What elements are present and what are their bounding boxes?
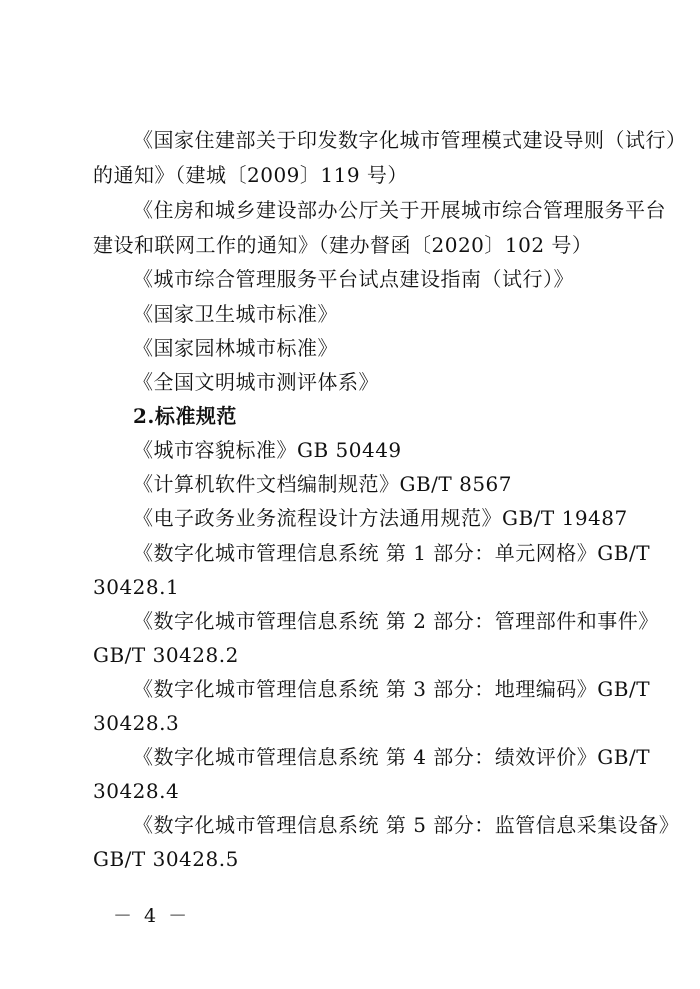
standard-line-4: 《数字化城市管理信息系统 第 1 部分：单元网格》GB/T: [133, 541, 651, 565]
standard-line-5-continued: GB/T 30428.2: [93, 643, 239, 667]
reference-line-4: 《国家卫生城市标准》: [133, 302, 338, 326]
standard-line-6: 《数字化城市管理信息系统 第 3 部分：地理编码》GB/T: [133, 677, 651, 701]
page-number: － 4 －: [113, 905, 191, 927]
reference-line-3: 《城市综合管理服务平台试点建设指南（试行）》: [133, 267, 574, 291]
reference-line-5: 《国家园林城市标准》: [133, 336, 338, 360]
reference-line-2: 《住房和城乡建设部办公厅关于开展城市综合管理服务平台: [133, 198, 666, 222]
reference-line-1: 《国家住建部关于印发数字化城市管理模式建设导则（试行）: [133, 128, 687, 152]
standard-line-1: 《城市容貌标准》GB 50449: [133, 438, 402, 462]
standard-line-8: 《数字化城市管理信息系统 第 5 部分：监管信息采集设备》: [133, 813, 680, 837]
section-heading: 2.标准规范: [133, 404, 237, 428]
standard-line-3: 《电子政务业务流程设计方法通用规范》GB/T 19487: [133, 506, 628, 530]
standard-line-5: 《数字化城市管理信息系统 第 2 部分：管理部件和事件》: [133, 609, 659, 633]
reference-line-6: 《全国文明城市测评体系》: [133, 370, 379, 394]
standard-line-2: 《计算机软件文档编制规范》GB/T 8567: [133, 472, 513, 496]
reference-line-2-continued: 建设和联网工作的通知》（建办督函〔2020〕102 号）: [93, 233, 593, 257]
standard-line-7: 《数字化城市管理信息系统 第 4 部分：绩效评价》GB/T: [133, 745, 651, 769]
standard-line-7-continued: 30428.4: [93, 779, 180, 803]
standard-line-4-continued: 30428.1: [93, 575, 180, 599]
reference-line-1-continued: 的通知》（建城〔2009〕119 号）: [93, 163, 408, 187]
standard-line-6-continued: 30428.3: [93, 711, 180, 735]
standard-line-8-continued: GB/T 30428.5: [93, 847, 239, 871]
